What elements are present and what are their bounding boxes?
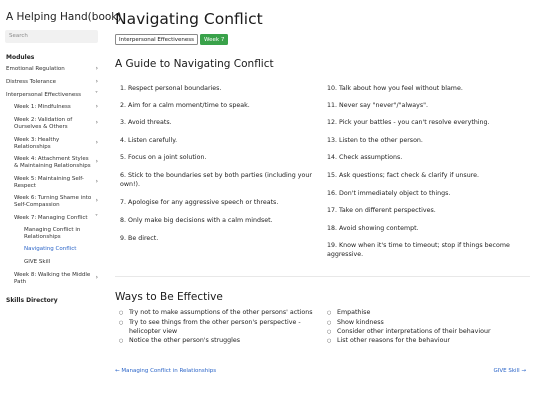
search-input[interactable]: Search <box>5 30 98 43</box>
skills-directory-heading[interactable]: Skills Directory <box>6 297 58 304</box>
bullet-item: ○ Notice the other person's struggles <box>119 337 319 346</box>
list-item: 4. Listen carefully. <box>120 137 178 144</box>
chevron-right-icon: › <box>95 139 98 146</box>
sidebar-item-label: Week 6: Turning Shame into Self-Compassion <box>14 195 92 208</box>
list-item: 10. Talk about how you feel without blame. <box>327 85 463 92</box>
sidebar-item-give-skill[interactable] <box>24 259 96 266</box>
bullet-item: ○ List other reasons for the behaviour <box>327 337 527 346</box>
chevron-right-icon: › <box>95 158 98 165</box>
main-content <box>115 0 530 405</box>
bullet-item: ○ Show kindness <box>327 319 527 328</box>
list-item: 1. Respect personal boundaries. <box>120 85 222 92</box>
sidebar-item-label: Emotional Regulation <box>6 66 65 72</box>
list-item: 15. Ask questions; fact check & clarify if unsure. <box>327 172 480 179</box>
page-title: Navigating Conflict <box>115 10 263 28</box>
sidebar-item-managing-conflict-in-relationships[interactable] <box>24 227 96 240</box>
sidebar-item-label: Managing Conflict in Relationships <box>24 227 81 240</box>
guide-heading: A Guide to Navigating Conflict <box>115 58 274 70</box>
chevron-right-icon: › <box>95 103 98 110</box>
list-item: 12. Pick your battles - you can't resolve everything. <box>327 119 490 126</box>
sidebar-item-label: Navigating Conflict <box>24 246 77 252</box>
sidebar-item-week-3[interactable] <box>14 137 98 150</box>
bullet-item: ○ Consider other interpretations of their behaviour <box>327 328 527 337</box>
sidebar-item-label: Week 3: Healthy Relationships <box>14 137 60 150</box>
sidebar-item-week-5[interactable] <box>14 176 98 189</box>
bullet-item: ○ Try not to make assumptions of the other persons' actions <box>119 309 319 318</box>
sidebar-item-emotional-regulation[interactable] <box>6 65 98 73</box>
list-item: 18. Avoid showing contempt. <box>327 225 419 232</box>
next-page-link[interactable]: GIVE Skill → <box>493 368 526 374</box>
list-item: 19. Know when it's time to timeout; stop if things become aggressive. <box>327 242 510 258</box>
sidebar-item-label: Week 2: Validation of Ourselves & Others <box>14 117 73 130</box>
sidebar-item-week-8[interactable] <box>14 272 98 285</box>
sidebar-item-week-6[interactable] <box>14 195 98 208</box>
chevron-down-icon: ˅ <box>95 91 98 98</box>
ways-heading: Ways to Be Effective <box>115 291 223 303</box>
category-tag[interactable]: Interpersonal Effectiveness <box>115 34 198 45</box>
list-item: 7. Apologise for any aggressive speech or threats. <box>120 199 279 206</box>
list-item: 14. Check assumptions. <box>327 154 403 161</box>
page-tags <box>115 34 228 45</box>
sidebar-item-label: Week 7: Managing Conflict <box>14 215 88 221</box>
site-title[interactable]: A Helping Hand(book) <box>6 11 122 23</box>
list-item: 17. Take on different perspectives. <box>327 207 436 214</box>
list-item: 8. Only make big decisions with a calm mindset. <box>120 217 273 224</box>
chevron-right-icon: › <box>95 178 98 185</box>
sidebar-item-label: Week 8: Walking the Middle Path <box>14 272 91 285</box>
list-item: 2. Aim for a calm moment/time to speak. <box>120 102 250 109</box>
sidebar-item-navigating-conflict[interactable] <box>24 246 96 253</box>
sidebar-item-label: Week 1: Mindfulness <box>14 104 71 110</box>
chevron-right-icon: › <box>95 119 98 126</box>
sidebar-item-label: Week 5: Maintaining Self-Respect <box>14 176 84 189</box>
list-item: 6. Stick to the boundaries set by both parties (including your own!). <box>120 172 312 188</box>
list-item: 13. Listen to the other person. <box>327 137 423 144</box>
chevron-right-icon: › <box>95 78 98 85</box>
chevron-right-icon: › <box>95 274 98 281</box>
bullet-item: ○ Try to see things from the other person's perspective - helicopter view <box>119 319 309 336</box>
list-item: 9. Be direct. <box>120 235 159 242</box>
sidebar-item-label: GIVE Skill <box>24 259 51 265</box>
sidebar-item-week-4[interactable] <box>14 156 98 169</box>
list-item: 11. Never say "never"/"always". <box>327 102 429 109</box>
sidebar-item-interpersonal-effectiveness[interactable] <box>6 91 98 99</box>
sidebar-item-week-1[interactable] <box>14 103 98 111</box>
sidebar-item-label: Distress Tolerance <box>6 79 57 85</box>
section-divider <box>115 276 530 277</box>
sidebar-item-distress-tolerance[interactable] <box>6 78 98 86</box>
sidebar-item-label: Week 4: Attachment Styles & Maintaining Relationships <box>14 156 91 169</box>
chevron-right-icon: › <box>95 197 98 204</box>
week-badge[interactable]: Week 7 <box>200 34 228 45</box>
prev-page-link[interactable]: ← Managing Conflict in Relationships <box>115 368 217 374</box>
list-item: 3. Avoid threats. <box>120 119 172 126</box>
modules-heading: Modules <box>6 54 35 61</box>
chevron-right-icon: › <box>95 65 98 72</box>
bullet-item: ○ Empathise <box>327 309 527 318</box>
sidebar-item-week-2[interactable] <box>14 117 98 130</box>
sidebar <box>0 0 122 405</box>
chevron-down-icon: ˅ <box>95 214 98 221</box>
sidebar-item-label: Interpersonal Effectiveness <box>6 92 82 98</box>
sidebar-item-week-7[interactable] <box>14 214 98 222</box>
list-item: 16. Don't immediately object to things. <box>327 190 451 197</box>
list-item: 5. Focus on a joint solution. <box>120 154 207 161</box>
